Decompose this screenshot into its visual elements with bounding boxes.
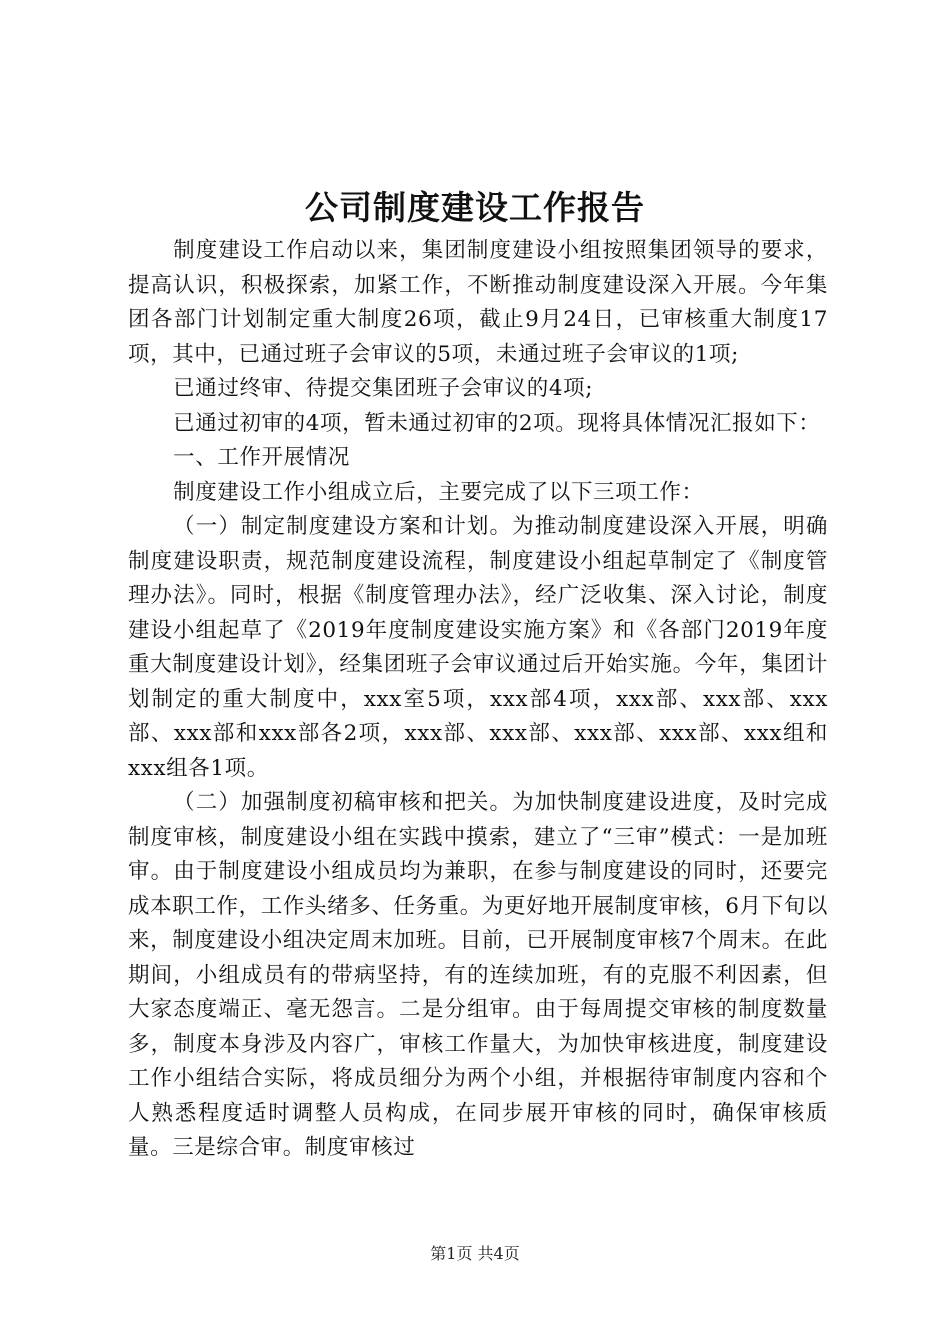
paragraph: （一）制定制度建设方案和计划。为推动制度建设深入开展，明确制度建设职责，规范制度建设流程，制度建设小组起草制定了《制度管理办法》。同时，根据《制度管理办法》，经广泛收集、深入讨论，制度建设小组起草了《2019年度制度建设实施方案》和《各部门2019年度重大制度建设计划》，经集团班子会审议通过后开始实施。今年，集团计划制定的重大制度中，xxx室5项，xxx部4项，xxx部、xxx部、xxx部、xxx部和xxx部各2项，xxx部、xxx部、xxx部、xxx部、xxx组和xxx组各1项。 xyxy=(128,514,828,781)
section-heading: 一、工作开展情况 xyxy=(173,445,350,470)
page-footer: 第1页 共4页 xyxy=(430,1244,520,1263)
paragraph: 制度建设工作小组成立后，主要完成了以下三项工作： xyxy=(173,479,704,505)
document-title: 公司制度建设工作报告 xyxy=(305,188,645,227)
paragraph: 已通过终审、待提交集团班子会审议的4项; xyxy=(173,376,594,401)
paragraph: 制度建设工作启动以来，集团制度建设小组按照集团领导的要求，提高认识，积极探索，加紧工作，不断推动制度建设深入开展。今年集团各部门计划制定重大制度26项，截止9月24日，已审核重大制度17项，其中，已通过班子会审议的5项，未通过班子会审议的1项; xyxy=(128,238,828,367)
document-body xyxy=(128,234,828,1166)
paragraph: （二）加强制度初稿审核和把关。为加快制度建设进度，及时完成制度审核，制度建设小组在实践中摸索，建立了“三审”模式：一是加班审。由于制度建设小组成员均为兼职，在参与制度建设的同时，还要完成本职工作，工作头绪多、任务重。为更好地开展制度审核，6月下旬以来，制度建设小组决定周末加班。目前，已开展制度审核7个周末。在此期间，小组成员有的带病坚持，有的连续加班，有的克服不利因素，但大家态度端正、毫无怨言。二是分组审。由于每周提交审核的制度数量多，制度本身涉及内容广，审核工作量大，为加快审核进度，制度建设工作小组结合实际，将成员细分为两个小组，并根据待审制度内容和个人熟悉程度适时调整人员构成，在同步展开审核的同时，确保审核质量。三是综合审。制度审核过 xyxy=(128,790,828,1160)
paragraph: 已通过初审的4项，暂未通过初审的2项。现将具体情况汇报如下： xyxy=(173,410,821,436)
